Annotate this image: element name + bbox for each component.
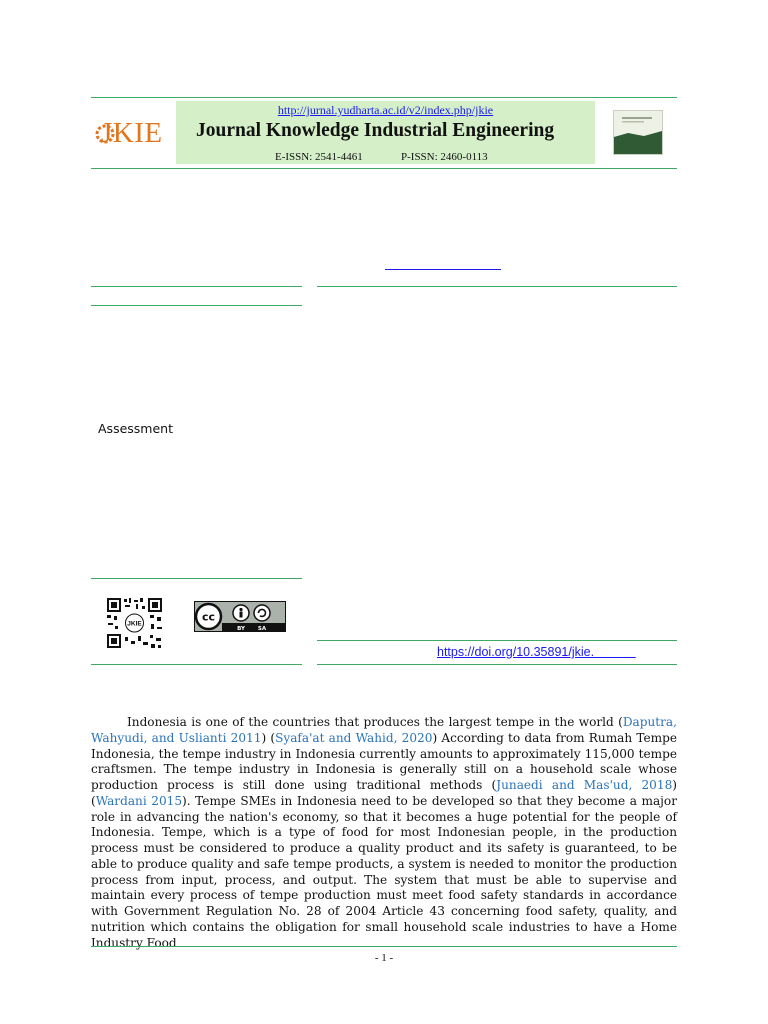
journal-cover-thumbnail: [613, 110, 663, 155]
page-number: - 1 -: [374, 952, 394, 964]
left-column-bottom-rule: [91, 578, 302, 579]
body-segment: ) (: [261, 730, 276, 745]
right-column-doi-top-rule: [317, 640, 677, 641]
cc-by-label: BY: [237, 626, 245, 632]
email-link-underline: [385, 269, 501, 270]
journal-url-link[interactable]: http://jurnal.yudharta.ac.id/v2/index.php/jkie: [277, 103, 494, 117]
citation-link[interactable]: Wardani 2015: [95, 793, 183, 808]
logo-text: JKIE: [101, 117, 163, 149]
journal-logo: [97, 117, 163, 150]
body-segment: ). Tempe SMEs in Indonesia need to be developed so that they become a major role in advancing the nation's economy, so that it becomes a huge potential for the people of Indonesia. Tempe, which is a type of food for most Indonesian people, in the production process must be considered to produce a quality product and its safety is guaranteed, to be able to produce quality and safe tempe products, a system is needed to monitor the production process from input, process, and output. The system that must be able to supervise and maintain every process of tempe production must meet food safety standards in accordance with Government Regulation No. 28 of 2004 Article 43 concerning food safety, quality, and nutrition which contains the obligation for small household scale industries to have a Home Industry Food: [91, 793, 677, 950]
journal-header: [176, 101, 595, 164]
header-top-rule: [91, 97, 677, 98]
body-segment: ) (: [91, 778, 677, 808]
journal-title: Journal Knowledge Industrial Engineering: [196, 120, 555, 141]
doi-link[interactable]: https://doi.org/10.35891/jkie.: [437, 645, 636, 659]
qr-code: [106, 597, 163, 649]
body-segment: Indonesia is one of the countries that produces the largest tempe in the world (: [127, 715, 623, 729]
citation-link[interactable]: Daputra, Wahyudi, and Uslianti 2011: [91, 715, 677, 745]
introduction-paragraph: [91, 715, 677, 951]
cc-sa-label: SA: [257, 626, 267, 632]
left-column-license-bottom-rule: [91, 664, 302, 665]
citation-link[interactable]: Junaedi and Mas'ud, 2018: [496, 778, 673, 792]
cover-image: [614, 111, 662, 154]
header-bottom-rule: [91, 168, 677, 169]
left-column-second-rule: [91, 305, 302, 306]
pissn-label: P-ISSN: 2460-0113: [401, 151, 488, 163]
eissn-label: E-ISSN: 2541-4461: [275, 151, 363, 163]
cc-by-sa-icon: [194, 601, 286, 632]
footer-rule: [91, 946, 677, 947]
right-column-top-rule: [317, 286, 677, 287]
qr-center-text: JKIE: [127, 620, 142, 628]
right-column-doi-bottom-rule: [317, 664, 677, 665]
keyword-assessment: Assessment: [98, 421, 173, 436]
left-column-top-rule: [91, 286, 302, 287]
body-segment: ) According to data from Rumah Tempe Indonesia, the tempe industry in Indonesia currently amounts to approximately 115,000 tempe craftsmen. The tempe industry in Indonesia is generally still on a household scale whose production process is still done using traditional methods (: [91, 730, 678, 792]
citation-link[interactable]: Syafa'at and Wahid, 2020: [275, 730, 433, 745]
svg-text:cc: cc: [201, 610, 216, 624]
